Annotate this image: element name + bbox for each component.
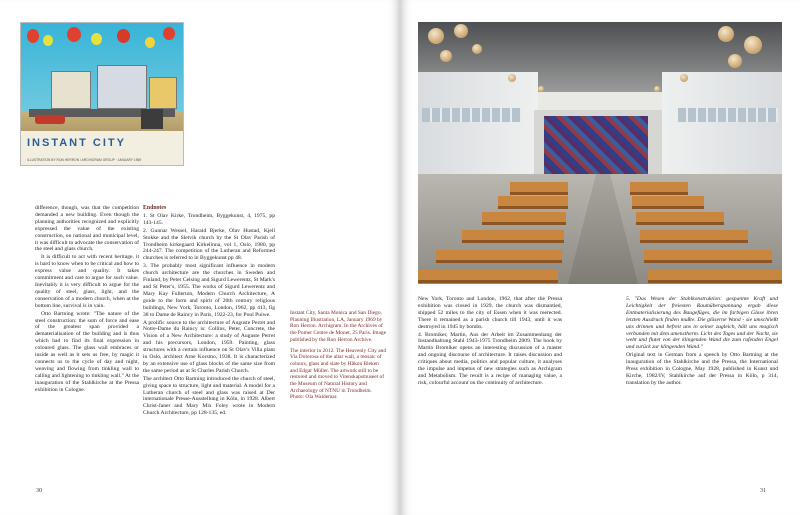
church-caption: The interior in 2012. The Heavenly City and Via Dolorosa of the altar wall, a mosaic of colours, glass and slate by Håkon Bleken and Edgar Müller. The artwork still to be restored and moved to Vitenskapsmuseet of the Museum of Natural History and Archaeology of NTNU in Trondheim. Photo: Ola Waldemar.	[290, 347, 387, 401]
right-paragraph: Original text in German from a speech by Otto Bartning at the inauguration of the Stahlkirche and the Pressa, the International Press exhibition in Cologne, May 1928, published in Kunst und Kirche, 1982/IV, Stahlkirche auf der Pressa in Köln, p 314, translation by the author.	[626, 352, 778, 386]
endnotes-column	[143, 205, 275, 418]
poster-caption: Instant City, Santa Monica and San Diego, Planning Illustration, LA, January 1969 by Ron Herron. Archigram. In the Archives of the Pomer Centre de Monet, 25 Paris. Image published by the Ron Herron Archive.	[290, 310, 386, 343]
right-paragraph: 4. Bromiker, Martin, Aus der Arbeit im Zusammenhang der Instandhaltung Stahl 1943-1975 Trondheim 2009. The book by Martin Bromiker opens an interesting discussion of a master and ongoing discourse of architecture. It raises discussion and critiques about media, politics and popular culture, it analyses the impulse and impetus of new strategies such as Archigram and Metabolism. The result is a recipe of managing value, a risk, colourful account on the continuity of architecture.	[418, 331, 562, 386]
left-main-text-column	[35, 205, 139, 394]
endnote: 3. The probably most significant influence in modern church architecture are the churches in Sweden and Finland, by Peter Celsing and Sigurd Lewerentz, St Mark's and St Peter's, 1955. The works of Sigurd Lewerentz and Mary Kay Fullerton, Modern Church Architecture, A guide to the form and spirit of 20th century religious buildings, New York, Toronto, London, 1962, pp 413, fig 38 to Dame de Raincy in Paris, 1922-23, for Poul Puiwe.	[143, 263, 275, 318]
main-paragraph: Otto Bartning wrote: "The nature of the steel construction: the sum of force and ease of the greatest span provided a dematerialisation of the building and is thus which had to find its final expression in coloured glass. The glass wall embraces or inside as well as it sets us free, by magic it connects us to the cycle of day and night, weaving and flowing from tinkling wall to calling and lightening to tinkling wall." At the inauguration of the Stahlkirche at the Pressa exhibition in Cologne.	[35, 310, 139, 393]
main-paragraph: difference, though, was that the competition demanded a new building. Even though the planning authorities recognized and explicitly expressed the value of the existing construction, on national and municipal level, it was difficult to advocate the conservation of the steel and glass church.	[35, 205, 139, 253]
right-paragraph: New York, Toronto and London, 1962, that after the Pressa exhibition was closed in 1929, the church was dismantled, shipped 52 miles to the city of Essen when it was reerected. There it remained as a parish church till 1943, until it was destroyed in 1945 by bombs.	[418, 296, 562, 330]
endnotes-heading: Endnotes	[143, 205, 167, 211]
church-interior-photo	[418, 22, 782, 284]
instant-city-poster-image	[20, 22, 184, 166]
page-number-right: 31	[760, 488, 766, 494]
poster-subtitle: ILLUSTRATION BY RON HERRON / ARCHIGRAM GROUP · JANUARY 1969	[27, 158, 142, 162]
right-paragraph: 5. "Das Wesen der Stahlkonstruktion: gespannte Kraft und Leichtigkeit der freiesten Raumüberspannung ergab diese Entmaterialisierung des Baugefüges, die im farbigen Glase ihren letzten Ausdruck finden mußte. Die gläserne Wand - sie umschließt uns drinnen und befreit uns in seiner zugleich, hält uns magisch verbunden mit dem amenstherm. Licht des Tages und der Nacht, sie webt und flutet von der klingenden Wand die zum rufenden Engel und zurück zur klingenden Wand."	[626, 296, 778, 351]
endnote: A prolific source to the architecture of Auguste Perret and Notre-Dame du Raincy is: Collins, Peter, Concrete, the Vision of a New Architecture: a study of Auguste Perret and his precursors, London, 1959. Painting, glass structures with a certain influence on St Olav's Villa plant in Oslo, architect Arne Korsmo, 1938. It is characterized by an extensive use of glass blocks of the same size from the same period as at St Charles Parish Church.	[143, 319, 275, 374]
page-number-left: 30	[36, 488, 42, 494]
endnote: 2. Gunnar Wessel, Harald Bjerke, Olav Hustad, Kjell Stokke and the Sletvik church by the St Olav Parish of Trondheim kirkegaard Kirkelinna, vol 1, Oslo, 1980, pp 244-247. The competition of the Lutheran and Reformed churches is referred to in Byggekunst pp 48.	[143, 227, 275, 262]
endnote: 1. St Olav Kirke, Trondheim, Byggekunst, 4, 1975, pp 143-145.	[143, 212, 275, 226]
right-text-column-1	[418, 296, 562, 388]
endnote: The architect Otto Bartning introduced the church of steel, giving space to structure, light and material. A model for a Lutheran church of steel and glass was raised at Der internationale Presse-Ausstellung in Köln, in 1928. Albert Christ-Janer and Mary Mix Foley wrote in Modern Church Architecture, pp 128-135, ed.	[143, 375, 275, 417]
right-text-column-2	[626, 296, 778, 388]
main-paragraph: It is difficult to act with recent heritage, it is hard to know when to be critical and how to express value and quality. It takes commitment and care to argue for such value. Inevitably it is very difficult to argue for the quality of steel, glass, light, and the conservation of a modern church, when at the bottom line, survival is in vain.	[35, 254, 139, 309]
poster-title: INSTANT CITY	[27, 137, 126, 149]
image-captions	[290, 310, 386, 405]
